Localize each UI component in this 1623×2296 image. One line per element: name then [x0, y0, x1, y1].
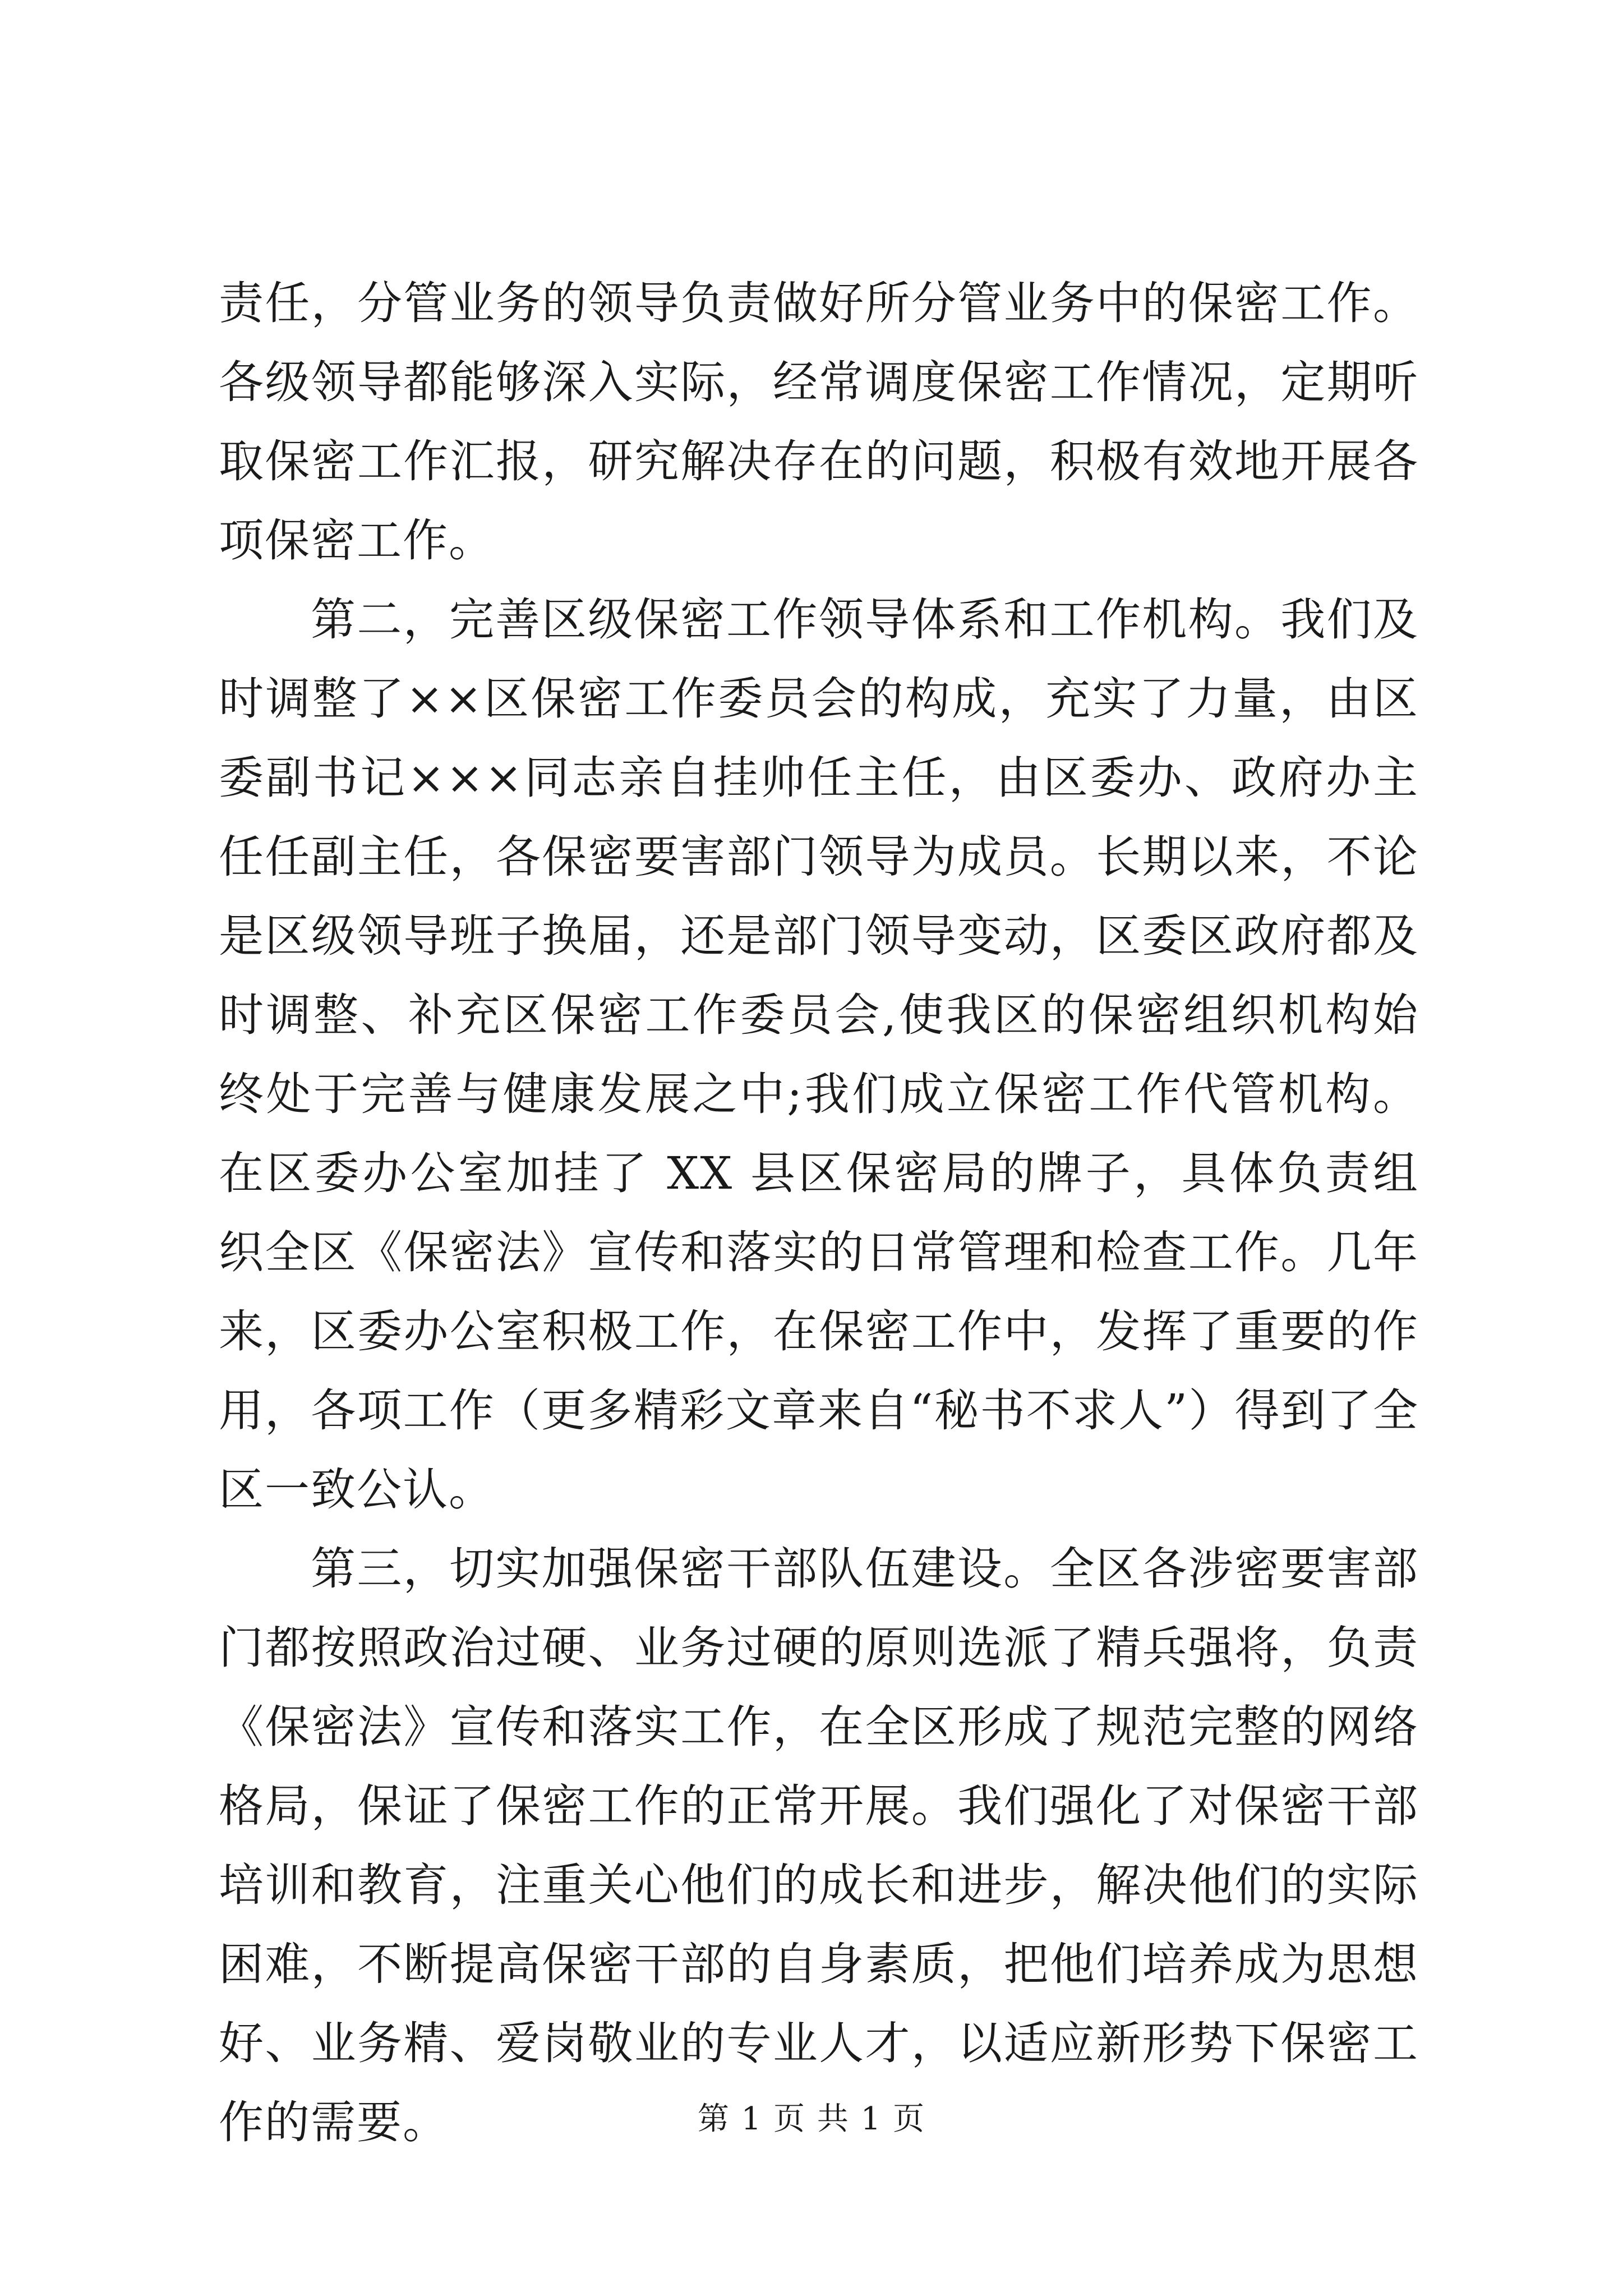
- paragraph-2: 第二，完善区级保密工作领导体系和工作机构。我们及时调整了××区保密工作委员会的构成，充实了力量，由区委副书记×××同志亲自挂帅任主任，由区委办、政府办主任任副主任，各保密要害部门领导为成员。长期以来，不论是区级领导班子换届，还是部门领导变动，区委区政府都及时调整、补充区保密工作委员会,使我区的保密组织机构始终处于完善与健康发展之中;我们成立保密工作代管机构。在区委办公室加挂了 XX 县区保密局的牌子，具体负责组织全区《保密法》宣传和落实的日常管理和检查工作。几年来，区委办公室积极工作，在保密工作中，发挥了重要的作用，各项工作（更多精彩文章来自“秘书不求人”）得到了全区一致公认。: [219, 593, 1419, 1516]
- page-footer: 第 1 页 共 1 页: [697, 2101, 926, 2137]
- paragraph-1: 责任，分管业务的领导负责做好所分管业务中的保密工作。各级领导都能够深入实际，经常调度保密工作情况，定期听取保密工作汇报，研究解决存在的问题，积极有效地开展各项保密工作。: [219, 277, 1419, 567]
- document-body: [219, 264, 1419, 2162]
- paragraph-3: 第三，切实加强保密干部队伍建设。全区各涉密要害部门都按照政治过硬、业务过硬的原则选派了精兵强将，负责《保密法》宣传和落实工作，在全区形成了规范完整的网络格局，保证了保密工作的正常开展。我们强化了对保密干部培训和教育，注重关心他们的成长和进步，解决他们的实际困难，不断提高保密干部的自身素质，把他们培养成为思想好、业务精、爱岗敬业的专业人才，以适应新形势下保密工作的需要。: [219, 1543, 1419, 2148]
